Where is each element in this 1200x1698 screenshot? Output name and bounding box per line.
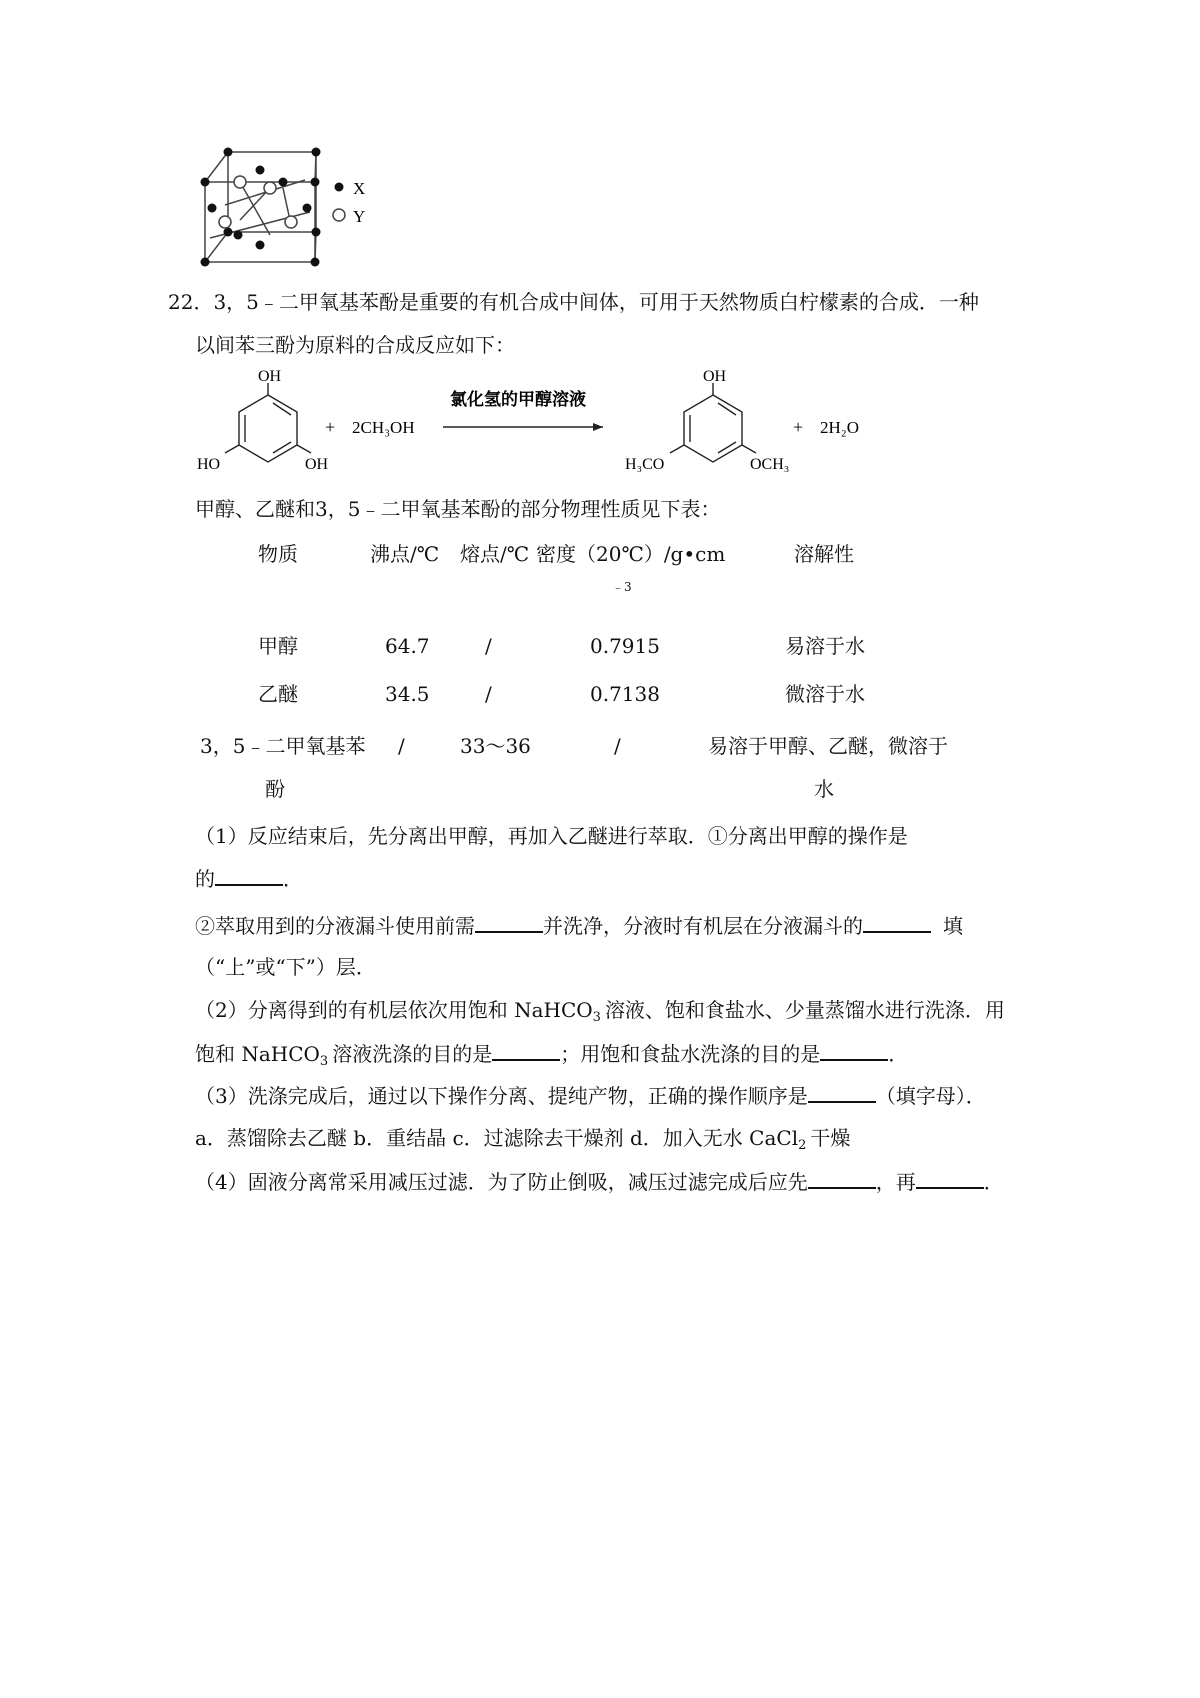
row3-substance-line1: 3，5﹣二甲氧基苯 [200, 734, 366, 758]
reagent-methanol: 2CH₃OH [352, 418, 415, 437]
part1-line3-text-c: 填 [943, 914, 963, 938]
part2-line1-text-b: 溶液、饱和食盐水、少量蒸馏水进行洗涤．用 [604, 998, 1005, 1022]
part1-line1: （1）反应结束后，先分离出甲醇，再加入乙醚进行萃取．①分离出甲醇的操作是 [195, 824, 908, 848]
density-unit-exponent: ﹣3 [612, 580, 632, 594]
question-22-line2: 以间苯三酚为原料的合成反应如下： [195, 333, 515, 357]
header-substance: 物质 [258, 542, 298, 566]
part4-line1 [195, 1167, 1004, 1196]
part1-line3-text-b: 并洗净，分液时有机层在分液漏斗的 [543, 914, 863, 938]
answer-blank-6[interactable] [808, 1081, 876, 1103]
part3-options [195, 1124, 850, 1160]
legend-x-label: X [353, 179, 366, 198]
product-methoxy-right: OCH₃ [750, 456, 790, 473]
subscript-3: 3 [319, 1054, 329, 1069]
part2-line2-text-c: ；用饱和食盐水洗涤的目的是 [560, 1042, 821, 1066]
part3-options-end: 干燥 [810, 1126, 851, 1150]
part2-line2-text-a: 饱和 NaHCO [195, 1042, 320, 1066]
part4-line1-text-b: ，再 [875, 1170, 916, 1194]
reaction-scheme [185, 365, 885, 485]
header-melting-point: 熔点/℃ [460, 542, 530, 566]
answer-blank-7[interactable] [808, 1167, 876, 1189]
legend-x-dot [335, 183, 344, 192]
row3-solubility-line1: 易溶于甲醇、乙醚，微溶于 [708, 734, 948, 758]
reaction-condition: 氯化氢的甲醇溶液 [450, 390, 586, 409]
row2-density: 0.7138 [590, 682, 660, 706]
answer-blank-8[interactable] [916, 1167, 984, 1189]
row3-substance-line2: 酚 [265, 777, 285, 801]
arrow-head [593, 423, 603, 431]
answer-blank-1[interactable] [215, 864, 283, 886]
part1-line2 [195, 864, 303, 893]
product-oh-top: OH [703, 368, 727, 385]
byproduct-water: 2H₂O [820, 418, 859, 437]
reactant-ring [225, 383, 311, 462]
part1-line2-text: 的 [195, 867, 215, 891]
table-caption: 甲醇、乙醚和3，5﹣二甲氧基苯酚的部分物理性质见下表： [195, 497, 721, 521]
answer-blank-4[interactable] [492, 1039, 560, 1061]
row2-melting-point: / [485, 682, 492, 706]
reactant-ho-left: HO [197, 456, 221, 473]
plus-sign-2: + [793, 417, 804, 437]
part1-line2-end: ． [283, 867, 303, 891]
part2-line1 [195, 996, 1005, 1032]
part2-line2 [195, 1039, 908, 1076]
header-density: 密度（20℃）/g•cm [536, 542, 726, 566]
legend-y-circle [333, 209, 345, 221]
part2-line2-text-b: 溶液洗涤的目的是 [332, 1042, 493, 1066]
part1-line4: （“上”或“下”）层． [195, 955, 376, 979]
reactant-oh-right: OH [305, 456, 329, 473]
part2-line2-end: ． [888, 1042, 909, 1066]
part1-line3-text-a: ②萃取用到的分液漏斗使用前需 [195, 914, 475, 938]
part1-line3 [195, 911, 963, 940]
row2-solubility: 微溶于水 [785, 682, 865, 706]
row1-solubility: 易溶于水 [785, 634, 865, 658]
header-boiling-point: 沸点/℃ [370, 542, 440, 566]
part3-line1-text-b: （填字母）． [875, 1084, 986, 1108]
row3-density: / [614, 734, 621, 758]
product-methoxy-left: H₃CO [625, 456, 665, 473]
part3-line1 [195, 1081, 986, 1110]
part4-line1-text-a: （4）固液分离常采用减压过滤．为了防止倒吸，减压过滤完成后应先 [195, 1170, 808, 1194]
row1-substance: 甲醇 [258, 634, 298, 658]
part2-line1-text-a: （2）分离得到的有机层依次用饱和 NaHCO [195, 998, 593, 1022]
row3-boiling-point: / [398, 734, 405, 758]
row2-boiling-point: 34.5 [385, 682, 430, 706]
subscript-2: 2 [798, 1138, 807, 1153]
answer-blank-3[interactable] [863, 911, 931, 933]
answer-blank-5[interactable] [820, 1039, 888, 1061]
question-intro-text: 3，5﹣二甲氧基苯酚是重要的有机合成中间体，可用于天然物质白柠檬素的合成．一种 [213, 290, 979, 314]
question-number: 22． [168, 290, 214, 314]
header-solubility: 溶解性 [794, 542, 854, 566]
row3-solubility-line2: 水 [814, 777, 834, 801]
row2-substance: 乙醚 [258, 682, 298, 706]
subscript-3: 3 [592, 1010, 601, 1025]
answer-blank-2[interactable] [475, 911, 543, 933]
row3-melting-point: 33～36 [460, 734, 531, 758]
part4-line1-end: ． [983, 1170, 1004, 1194]
crystal-cell-figure [195, 140, 415, 275]
row1-melting-point: / [485, 634, 492, 658]
row1-boiling-point: 64.7 [385, 634, 430, 658]
plus-sign-1: + [325, 417, 336, 437]
row1-density: 0.7915 [590, 634, 660, 658]
part3-options-text: a．蒸馏除去乙醚 b．重结晶 c．过滤除去干燥剂 d．加入无水 CaCl [195, 1126, 799, 1150]
legend-y-label: Y [353, 207, 366, 226]
part3-line1-text-a: （3）洗涤完成后，通过以下操作分离、提纯产物，正确的操作顺序是 [195, 1084, 808, 1108]
reactant-oh-top: OH [258, 368, 282, 385]
product-ring [670, 383, 756, 462]
question-22-line1 [168, 288, 979, 316]
